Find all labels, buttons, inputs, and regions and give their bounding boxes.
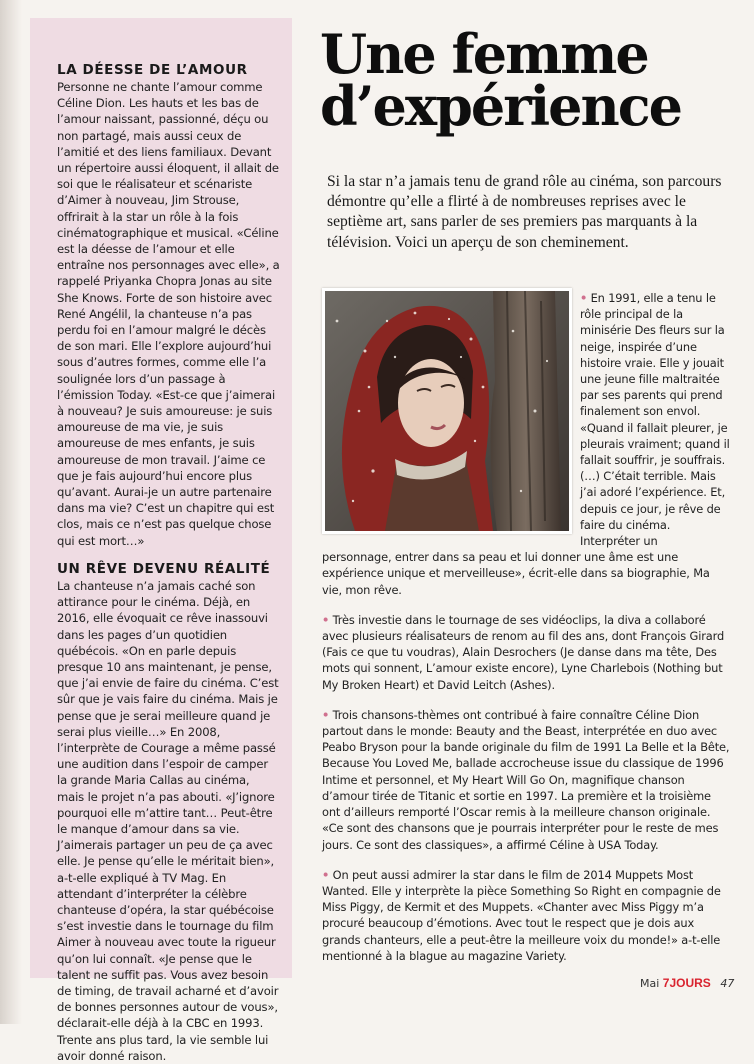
bullet-dot: •	[580, 291, 588, 305]
bullet-item: • On peut aussi admirer la star dans le film de 2014 Muppets Most Wanted. Elle y interprète la pièce Something So Right en compagnie de Miss Piggy, de Kermit et des Muppets. «Chanter avec Miss Piggy m’a procuré beaucoup d’émotions. Avec tout le respect que je dois aux grands chanteurs, elle a peut-être la meilleure voix du monde!» a-t-elle mentionné à la blague au magazine Variety.	[322, 867, 721, 963]
page-number: 47	[720, 977, 735, 990]
bullet-dot: •	[322, 867, 330, 882]
title-line-2: d’expérience	[320, 74, 682, 138]
section-text-love: Personne ne chante l’amour comme Céline Dion. Les hauts et les bas de l’amour naissant, passionné, déçu ou non partagé, mais aussi ceux de l’amitié et des liens familiaux. Devant un répertoire aussi éloquent, il allait de soi que le réalisateur et scénariste d’Aimer à nouveau, Jim Strouse, offrirait à la star un rôle à la fois cinématographique et musical. «Céline est la déesse de l’amour et elle entraîne nos personnages avec elle», a rappelé Priyanka Chopra Jonas au site She Knows. Forte de son histoire avec René Angélil, la chanteuse n’a pas perdu foi en l’amour malgré le décès de son mari. Elle l’explore aujourd’hui sous d’autres formes, comme elle l’a soulignée lors d’un passage à l’émission Today. «Est-ce que j’aimerai à nouveau? Je suis amoureuse: je suis amoureuse de ma vie, je suis amoureuse de mes enfants, je suis amoureuse de mon travail. J’aime ce que je fais aujourd’hui encore plus qu’avant. Aurai-je un autre partenaire dans ma vie? C’est un chapitre qui est clos, mais ce n’est pas quelque chose qui est mort…»	[57, 80, 280, 548]
section-heading-dream: UN RÊVE DEVENU RÉALITÉ	[57, 560, 271, 577]
article-intro: Si la star n’a jamais tenu de grand rôle au cinéma, son parcours démontre qu’elle a flirté à de nombreuses reprises avec le septième art, sans parler de ses premiers pas marquants à la télévision. Voici un aperçu de son cheminement.	[327, 173, 722, 251]
bullet-dot: •	[322, 707, 330, 722]
bullet-item: • Très investie dans le tournage de ses vidéoclips, la diva a collaboré avec plusieurs réalisateurs de renom au fil des ans, dont François Girard (Fais ce que tu voudras), Alain Desrochers (Je danse dans ma tête, Des mots qui sonnent, L’amour existe encore), Lyne Charlebois (Nothing but My Broken Heart) et David Leitch (Ashes).	[322, 612, 725, 692]
section-text-dream: La chanteuse n’a jamais caché son attirance pour le cinéma. Déjà, en 2016, elle évoquait ce rêve inassouvi dans les pages d’un quotidien québécois. «On en parle depuis presque 10 ans maintenant, je pense, que j’ai envie de faire du cinéma. C’est sûr que je vais faire du cinéma. Mais je pense que je serai meilleure quand je serai plus vieille…» En 2008, l’interprète de Courage a même passé une audition dans l’espoir de camper la grande Maria Callas au cinéma, mais le projet n’a pas abouti. «J’ignore pourquoi elle m’attire tant… Peut-être le manque d’amour dans sa vie. J’aimerais partager un peu de ça avec elle. Je pense qu’elle le méritait bien», a-t-elle expliqué à TV Mag. En attendant d’interpréter la célèbre chanteuse d’opéra, la star québécoise s’est investie dans le tournage du film Aimer à nouveau avec toute la rigueur qu’on lui connaît. «Je pense que le talent ne suffit pas. Vous avez besoin de timing, de travail acharné et d’avoir de bonnes personnes autour de vous», déclarait-elle déjà à la CBC en 1993. Trente ans plus tard, la vie semble lui avoir donné raison.	[57, 578, 279, 1063]
footer-month: Mai	[640, 977, 660, 990]
bullet-dot: •	[322, 612, 330, 627]
section-heading-love: LA DÉESSE DE L’AMOUR	[57, 62, 248, 78]
page-footer	[640, 976, 734, 990]
title-line-1: Une femme	[320, 22, 648, 86]
photo-spacer	[322, 290, 580, 538]
bullet-column	[322, 290, 730, 978]
magazine-logo: 7JOURS	[662, 976, 711, 990]
sidebar-box	[30, 18, 292, 1063]
bullet-item: • En 1991, elle a tenu le rôle principal de la minisérie Des fleurs sur la neige, inspirée d’une histoire vraie. Elle y jouait une jeune fille maltraitée par ses parents qui prend finalement son envol. «Quand il fallait pleurer, je pleurais vraiment; quand il fallait souffrir, je souffrais. (…) C’était terrible. Mais j’ai adoré l’expérience. Et, depuis ce jour, je rêve de faire du cinéma. Interpréter un personnage, entrer dans sa peau et lui donner une âme est une expérience unique et merveilleuse», écrit-elle dans sa biographie, Ma vie, mon rêve.	[322, 291, 730, 597]
page-gutter	[0, 0, 22, 1024]
article-title	[320, 22, 730, 138]
bullet-item: • Trois chansons-thèmes ont contribué à faire connaître Céline Dion partout dans le monde: Beauty and the Beast, interprétée en duo avec Peabo Bryson pour la bande originale du film de 1991 La Belle et la Bête, Because You Loved Me, ballade accrocheuse issue du classique de 1996 Intime et personnel, et My Heart Will Go On, magnifique chanson d’amour tirée de Titanic et sortie en 1997. La première et la troisième ont d’ailleurs remporté l’Oscar remis à la meilleure chanson originale. «Ce sont des chansons que je pourrais interpréter pour le reste de mes jours. Ce sont des classiques», a affirmé Céline à USA Today.	[322, 707, 730, 852]
